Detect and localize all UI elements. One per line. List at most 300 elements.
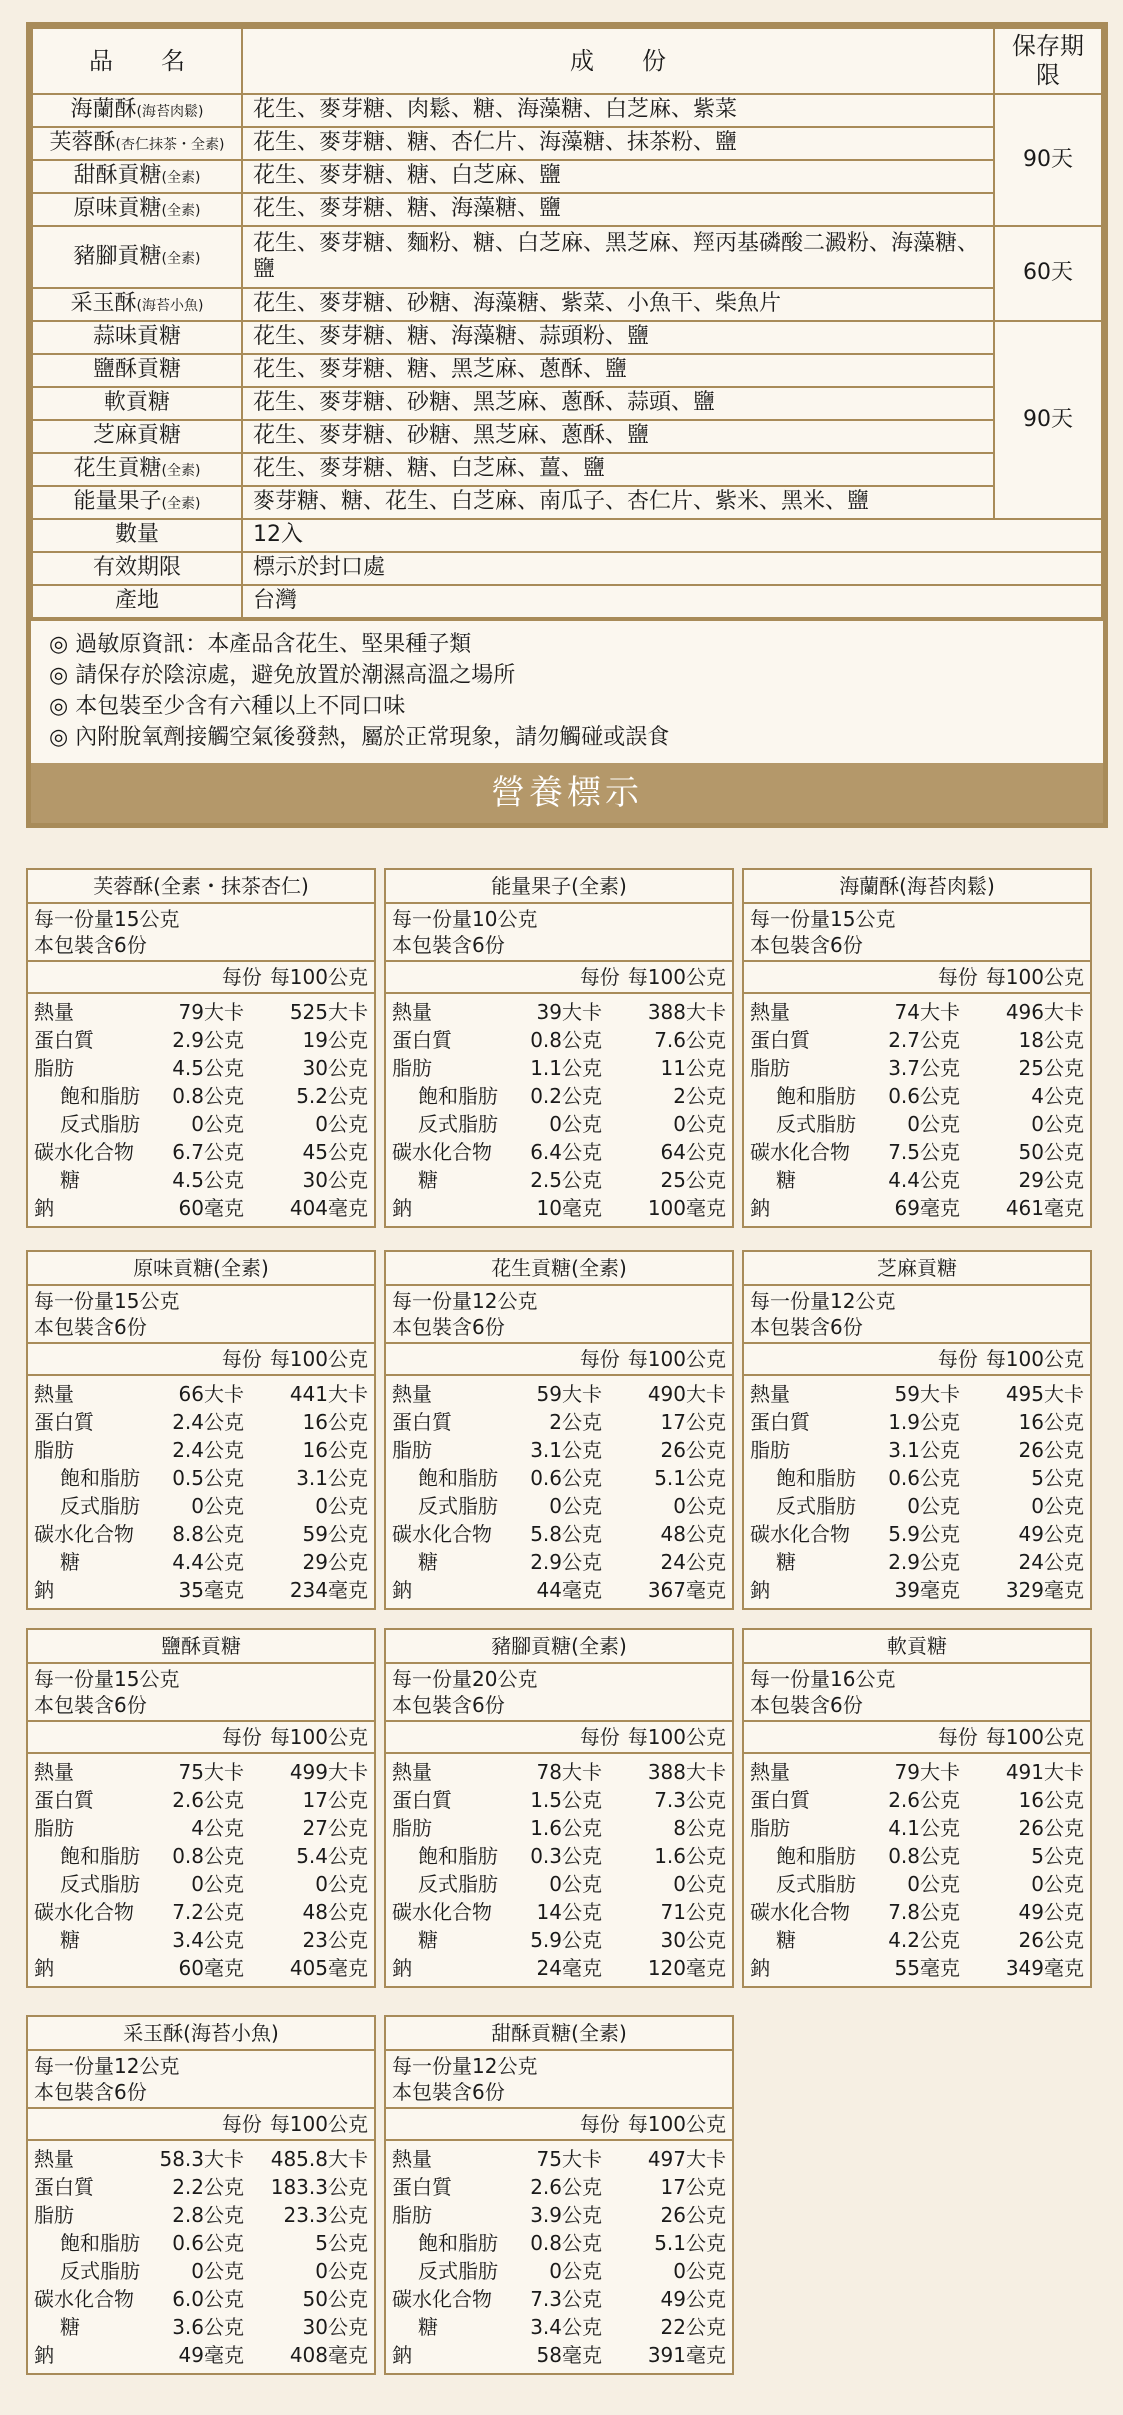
nutrient-per-serving: 58.3大卡 <box>159 2147 244 2171</box>
card-rows <box>386 994 732 1226</box>
card-serving <box>386 1664 732 1722</box>
per-100g-header: 每100公克 <box>985 1347 1084 1371</box>
pack-count: 本包裝含6份 <box>34 933 147 957</box>
product-name-main: 海蘭酥 <box>70 97 137 123</box>
nutrient-label: 反式脂肪 <box>60 2259 140 2283</box>
nutrient-per-serving: 0公克 <box>191 1112 244 1136</box>
nutrient-row-energy <box>34 1380 368 1408</box>
nutrient-per-100g: 234毫克 <box>289 1578 368 1602</box>
nutrient-row-sat <box>34 1082 368 1110</box>
pack-count: 本包裝含6份 <box>750 933 863 957</box>
nutrient-per-100g: 11公克 <box>660 1056 726 1080</box>
nutrient-per-serving: 0公克 <box>907 1494 960 1518</box>
nutrient-per-100g: 7.3公克 <box>654 1788 726 1812</box>
nutrient-per-serving: 5.9公克 <box>530 1928 602 1952</box>
nutrient-per-serving: 0.6公克 <box>172 2231 244 2255</box>
nutrient-per-100g: 8公克 <box>673 1816 726 1840</box>
nutrient-per-serving: 2.4公克 <box>172 1410 244 1434</box>
nutrient-label: 熱量 <box>750 1382 790 1406</box>
card-serving <box>28 904 374 962</box>
nutrient-per-serving: 3.9公克 <box>530 2203 602 2227</box>
card-serving <box>28 1664 374 1722</box>
nutrient-per-100g: 5.4公克 <box>296 1844 368 1868</box>
nutrient-per-100g: 120毫克 <box>647 1956 726 1980</box>
nutrient-row-protein <box>750 1026 1084 1054</box>
ingredient-row <box>32 127 1102 160</box>
nutrient-row-protein <box>750 1408 1084 1436</box>
nutrient-row-carb <box>392 1138 726 1166</box>
nutrient-per-serving: 2.4公克 <box>172 1438 244 1462</box>
nutrient-label: 脂肪 <box>34 2203 74 2227</box>
nutrient-per-100g: 0公克 <box>1031 1872 1084 1896</box>
nutrient-label: 飽和脂肪 <box>418 2231 498 2255</box>
nutrient-label: 熱量 <box>750 1000 790 1024</box>
nutrient-per-100g: 391毫克 <box>647 2343 726 2367</box>
ingredient-row <box>32 387 1102 420</box>
nutrient-label: 熱量 <box>392 1760 432 1784</box>
product-name <box>32 94 242 127</box>
nutrient-label: 反式脂肪 <box>418 1872 498 1896</box>
nutrient-per-serving: 0公克 <box>907 1112 960 1136</box>
nutrient-label: 鈉 <box>392 1578 412 1602</box>
nutrient-per-serving: 5.9公克 <box>888 1522 960 1546</box>
nutrient-per-100g: 0公克 <box>1031 1112 1084 1136</box>
nutrient-label: 鈉 <box>750 1956 770 1980</box>
nutrient-per-serving: 0公克 <box>191 1872 244 1896</box>
nutrient-row-trans <box>392 2257 726 2285</box>
nutrient-per-100g: 405毫克 <box>289 1956 368 1980</box>
nutrient-row-sat <box>34 1464 368 1492</box>
nutrient-per-serving: 0.8公克 <box>172 1084 244 1108</box>
card-column-header <box>386 1344 732 1376</box>
nutrient-label: 飽和脂肪 <box>776 1084 856 1108</box>
nutrient-row-trans <box>34 1110 368 1138</box>
nutrition-card <box>742 1628 1092 1988</box>
nutrient-label: 碳水化合物 <box>392 1900 492 1924</box>
serving-size: 每一份量15公克 <box>34 1289 180 1313</box>
nutrient-per-serving: 0.8公克 <box>172 1844 244 1868</box>
card-column-header <box>386 2109 732 2141</box>
nutrient-per-serving: 79大卡 <box>894 1760 960 1784</box>
card-serving <box>744 1664 1090 1722</box>
nutrient-label: 鈉 <box>392 2343 412 2367</box>
nutrient-per-serving: 49毫克 <box>178 2343 244 2367</box>
nutrient-per-serving: 4公克 <box>191 1816 244 1840</box>
nutrient-label: 碳水化合物 <box>34 2287 134 2311</box>
product-name <box>32 354 242 387</box>
nutrient-label: 熱量 <box>392 1000 432 1024</box>
nutrient-row-sodium <box>392 1194 726 1222</box>
nutrient-label: 碳水化合物 <box>750 1522 850 1546</box>
nutrient-label: 糖 <box>60 1928 80 1952</box>
nutrient-per-100g: 0公克 <box>673 1872 726 1896</box>
nutrient-per-100g: 29公克 <box>1018 1168 1084 1192</box>
nutrient-per-100g: 48公克 <box>660 1522 726 1546</box>
nutrient-row-fat <box>34 1436 368 1464</box>
nutrition-card <box>384 1628 734 1988</box>
nutrient-label: 飽和脂肪 <box>418 1844 498 1868</box>
nutrient-row-trans <box>750 1492 1084 1520</box>
nutrient-per-100g: 25公克 <box>660 1168 726 1192</box>
card-title: 豬腳貢糖(全素) <box>386 1630 732 1664</box>
card-column-header <box>28 962 374 994</box>
card-column-header <box>386 962 732 994</box>
nutrient-label: 蛋白質 <box>392 1410 452 1434</box>
nutrient-row-sodium <box>34 1194 368 1222</box>
nutrient-per-serving: 55毫克 <box>894 1956 960 1980</box>
nutrient-row-carb <box>750 1898 1084 1926</box>
expiry-row <box>32 552 1102 585</box>
product-name-sub: (全素) <box>161 496 201 513</box>
product-name <box>32 420 242 453</box>
product-name-sub: (海苔小魚) <box>136 298 204 315</box>
nutrient-per-serving: 2.8公克 <box>172 2203 244 2227</box>
nutrient-per-serving: 2.9公克 <box>530 1550 602 1574</box>
nutrient-row-sugar <box>392 1926 726 1954</box>
nutrient-per-serving: 2.9公克 <box>888 1550 960 1574</box>
nutrient-per-serving: 6.4公克 <box>530 1140 602 1164</box>
nutrient-per-100g: 2公克 <box>673 1084 726 1108</box>
nutrient-label: 蛋白質 <box>34 2175 94 2199</box>
nutrient-per-serving: 2.9公克 <box>172 1028 244 1052</box>
nutrient-per-100g: 19公克 <box>302 1028 368 1052</box>
product-ingredients: 花生、麥芽糖、砂糖、海藻糖、紫菜、小魚干、柴魚片 <box>242 288 994 321</box>
nutrient-per-100g: 183.3公克 <box>270 2175 368 2199</box>
nutrient-per-100g: 24公克 <box>660 1550 726 1574</box>
nutrient-row-fat <box>34 1814 368 1842</box>
shelf-life: 90天 <box>994 321 1102 519</box>
nutrition-card <box>742 1250 1092 1610</box>
nutrient-per-100g: 329毫克 <box>1005 1578 1084 1602</box>
nutrient-per-serving: 2.5公克 <box>530 1168 602 1192</box>
nutrient-per-100g: 17公克 <box>660 1410 726 1434</box>
nutrient-per-100g: 30公克 <box>302 1056 368 1080</box>
nutrient-per-serving: 5.8公克 <box>530 1522 602 1546</box>
card-serving <box>744 1286 1090 1344</box>
serving-size: 每一份量10公克 <box>392 907 538 931</box>
per-100g-header: 每100公克 <box>627 965 726 989</box>
nutrient-per-serving: 3.6公克 <box>172 2315 244 2339</box>
per-serving-header: 每份 <box>221 2112 262 2136</box>
nutrient-label: 糖 <box>418 1928 438 1952</box>
per-100g-header: 每100公克 <box>269 2112 368 2136</box>
nutrient-label: 蛋白質 <box>750 1788 810 1812</box>
nutrient-label: 脂肪 <box>750 1816 790 1840</box>
nutrient-label: 蛋白質 <box>34 1788 94 1812</box>
per-100g-header: 每100公克 <box>985 965 1084 989</box>
nutrient-row-sugar <box>392 1166 726 1194</box>
nutrient-label: 熱量 <box>750 1760 790 1784</box>
nutrient-per-serving: 6.7公克 <box>172 1140 244 1164</box>
nutrient-label: 脂肪 <box>750 1056 790 1080</box>
per-serving-header: 每份 <box>579 1347 620 1371</box>
nutrient-label: 蛋白質 <box>392 1788 452 1812</box>
serving-size: 每一份量16公克 <box>750 1667 896 1691</box>
nutrient-label: 反式脂肪 <box>418 1112 498 1136</box>
nutrient-row-carb <box>34 1138 368 1166</box>
nutrient-per-100g: 497大卡 <box>647 2147 726 2171</box>
nutrient-per-100g: 0公克 <box>673 1494 726 1518</box>
nutrient-row-sodium <box>34 2341 368 2369</box>
product-name-sub: (海苔肉鬆) <box>136 104 204 121</box>
product-ingredients: 花生、麥芽糖、糖、白芝麻、鹽 <box>242 160 994 193</box>
product-ingredients: 花生、麥芽糖、砂糖、黑芝麻、蔥酥、鹽 <box>242 420 994 453</box>
per-serving-header: 每份 <box>937 1725 978 1749</box>
nutrient-per-serving: 75大卡 <box>178 1760 244 1784</box>
nutrient-per-serving: 1.1公克 <box>530 1056 602 1080</box>
nutrient-per-serving: 60毫克 <box>178 1196 244 1220</box>
product-name <box>32 193 242 226</box>
product-name-sub: (全素) <box>161 463 201 480</box>
nutrient-row-protein <box>392 2173 726 2201</box>
nutrient-label: 鈉 <box>750 1578 770 1602</box>
nutrient-row-protein <box>392 1408 726 1436</box>
card-title: 軟貢糖 <box>744 1630 1090 1664</box>
nutrient-row-protein <box>392 1786 726 1814</box>
nutrient-per-serving: 74大卡 <box>894 1000 960 1024</box>
nutrient-label: 糖 <box>776 1168 796 1192</box>
card-rows <box>386 1376 732 1608</box>
ingredient-row <box>32 288 1102 321</box>
nutrient-row-trans <box>34 2257 368 2285</box>
nutrient-label: 熱量 <box>34 1000 74 1024</box>
nutrient-row-sodium <box>392 1576 726 1604</box>
nutrient-per-serving: 60毫克 <box>178 1956 244 1980</box>
nutrient-label: 反式脂肪 <box>776 1112 856 1136</box>
ingredient-row <box>32 94 1102 127</box>
nutrient-row-sugar <box>392 1548 726 1576</box>
nutrient-label: 蛋白質 <box>392 2175 452 2199</box>
nutrient-per-serving: 0.3公克 <box>530 1844 602 1868</box>
per-100g-header: 每100公克 <box>985 1725 1084 1749</box>
nutrient-label: 蛋白質 <box>392 1028 452 1052</box>
nutrition-card <box>26 1250 376 1610</box>
nutrient-per-serving: 35毫克 <box>178 1578 244 1602</box>
product-info-panel <box>26 22 1108 828</box>
nutrient-label: 蛋白質 <box>750 1410 810 1434</box>
nutrient-per-serving: 3.4公克 <box>530 2315 602 2339</box>
nutrient-label: 糖 <box>418 2315 438 2339</box>
nutrient-label: 熱量 <box>34 1382 74 1406</box>
nutrient-row-carb <box>750 1138 1084 1166</box>
per-100g-header: 每100公克 <box>627 2112 726 2136</box>
card-title: 能量果子(全素) <box>386 870 732 904</box>
nutrient-row-sat <box>392 2229 726 2257</box>
nutrient-row-sugar <box>750 1166 1084 1194</box>
product-name <box>32 387 242 420</box>
per-serving-header: 每份 <box>579 1725 620 1749</box>
nutrient-row-carb <box>392 1898 726 1926</box>
product-name-main: 鹽酥貢糖 <box>92 357 181 383</box>
nutrient-per-100g: 0公克 <box>315 1872 368 1896</box>
ingredient-row <box>32 321 1102 354</box>
nutrient-per-100g: 0公克 <box>315 1494 368 1518</box>
nutrient-label: 脂肪 <box>34 1438 74 1462</box>
nutrition-card <box>26 1628 376 1988</box>
nutrient-label: 糖 <box>776 1550 796 1574</box>
serving-size: 每一份量12公克 <box>34 2054 180 2078</box>
nutrient-label: 碳水化合物 <box>750 1140 850 1164</box>
card-rows <box>28 1754 374 1986</box>
nutrient-row-sodium <box>750 1954 1084 1982</box>
nutrient-row-sugar <box>34 1926 368 1954</box>
nutrient-per-serving: 4.1公克 <box>888 1816 960 1840</box>
note-deoxidizer: ◎ 內附脫氧劑接觸空氣後發熱，屬於正常現象，請勿觸碰或誤食 <box>49 725 670 750</box>
nutrient-label: 碳水化合物 <box>34 1522 134 1546</box>
nutrient-label: 鈉 <box>750 1196 770 1220</box>
nutrient-label: 熱量 <box>392 2147 432 2171</box>
quantity-value: 12入 <box>242 519 1102 552</box>
nutrient-per-serving: 0.2公克 <box>530 1084 602 1108</box>
nutrient-row-sodium <box>34 1576 368 1604</box>
card-serving <box>386 2051 732 2109</box>
card-column-header <box>744 1722 1090 1754</box>
product-name-main: 采玉酥 <box>70 291 137 317</box>
origin-label: 產地 <box>32 585 242 618</box>
nutrient-label: 鈉 <box>34 1956 54 1980</box>
nutrient-label: 脂肪 <box>392 1056 432 1080</box>
nutrient-per-100g: 16公克 <box>302 1438 368 1462</box>
nutrient-label: 脂肪 <box>392 1816 432 1840</box>
pack-count: 本包裝含6份 <box>392 2080 505 2104</box>
nutrient-per-100g: 5公克 <box>315 2231 368 2255</box>
nutrient-per-100g: 26公克 <box>1018 1928 1084 1952</box>
per-serving-header: 每份 <box>937 1347 978 1371</box>
nutrient-per-100g: 17公克 <box>302 1788 368 1812</box>
product-name-sub: (全素) <box>161 203 201 220</box>
nutrient-label: 熱量 <box>34 1760 74 1784</box>
nutrient-label: 反式脂肪 <box>418 1494 498 1518</box>
nutrient-per-serving: 0公克 <box>549 1112 602 1136</box>
nutrient-row-trans <box>34 1492 368 1520</box>
nutrient-row-energy <box>34 2145 368 2173</box>
nutrient-row-fat <box>750 1436 1084 1464</box>
nutrient-label: 鈉 <box>34 1578 54 1602</box>
nutrient-row-sodium <box>392 2341 726 2369</box>
card-title: 鹽酥貢糖 <box>28 1630 374 1664</box>
per-serving-header: 每份 <box>221 965 262 989</box>
nutrient-per-serving: 79大卡 <box>178 1000 244 1024</box>
nutrient-per-100g: 26公克 <box>1018 1816 1084 1840</box>
card-rows <box>28 1376 374 1608</box>
nutrient-per-serving: 10毫克 <box>536 1196 602 1220</box>
nutrient-per-100g: 485.8大卡 <box>270 2147 368 2171</box>
card-rows <box>744 994 1090 1226</box>
nutrient-per-100g: 22公克 <box>660 2315 726 2339</box>
nutrient-per-100g: 23公克 <box>302 1928 368 1952</box>
card-serving <box>386 904 732 962</box>
nutrient-per-100g: 30公克 <box>302 2315 368 2339</box>
notes-section <box>31 619 1103 763</box>
card-title: 芙蓉酥(全素・抹茶杏仁) <box>28 870 374 904</box>
nutrient-per-serving: 24毫克 <box>536 1956 602 1980</box>
nutrient-label: 鈉 <box>34 2343 54 2367</box>
nutrient-row-energy <box>34 998 368 1026</box>
nutrient-per-serving: 4.5公克 <box>172 1056 244 1080</box>
nutrient-per-100g: 4公克 <box>1031 1084 1084 1108</box>
pack-count: 本包裝含6份 <box>392 1693 505 1717</box>
nutrient-per-100g: 367毫克 <box>647 1578 726 1602</box>
nutrient-per-serving: 3.7公克 <box>888 1056 960 1080</box>
nutrient-per-serving: 2.6公克 <box>530 2175 602 2199</box>
nutrient-label: 脂肪 <box>392 2203 432 2227</box>
nutrient-per-100g: 490大卡 <box>647 1382 726 1406</box>
nutrient-row-sugar <box>750 1548 1084 1576</box>
nutrient-label: 糖 <box>776 1928 796 1952</box>
nutrient-label: 碳水化合物 <box>392 2287 492 2311</box>
nutrient-per-100g: 388大卡 <box>647 1760 726 1784</box>
nutrient-per-100g: 71公克 <box>660 1900 726 1924</box>
nutrient-per-100g: 0公克 <box>1031 1494 1084 1518</box>
nutrient-row-energy <box>392 1758 726 1786</box>
nutrient-per-100g: 0公克 <box>673 1112 726 1136</box>
nutrient-per-100g: 50公克 <box>302 2287 368 2311</box>
serving-size: 每一份量12公克 <box>392 1289 538 1313</box>
nutrient-per-100g: 48公克 <box>302 1900 368 1924</box>
nutrient-per-100g: 26公克 <box>660 1438 726 1462</box>
nutrient-row-protein <box>750 1786 1084 1814</box>
nutrient-row-protein <box>34 1026 368 1054</box>
nutrient-per-100g: 0公克 <box>315 2259 368 2283</box>
nutrient-per-serving: 2公克 <box>549 1410 602 1434</box>
nutrient-per-100g: 5.2公克 <box>296 1084 368 1108</box>
header-ingredients: 成 份 <box>242 28 994 94</box>
card-serving <box>386 1286 732 1344</box>
product-name-main: 豬腳貢糖 <box>73 243 162 269</box>
nutrient-row-sodium <box>750 1194 1084 1222</box>
nutrient-per-100g: 495大卡 <box>1005 1382 1084 1406</box>
product-ingredients: 花生、麥芽糖、砂糖、黑芝麻、蔥酥、蒜頭、鹽 <box>242 387 994 420</box>
nutrient-row-protein <box>34 1786 368 1814</box>
product-name <box>32 486 242 519</box>
per-serving-header: 每份 <box>937 965 978 989</box>
nutrient-per-serving: 4.5公克 <box>172 1168 244 1192</box>
per-100g-header: 每100公克 <box>627 1725 726 1749</box>
nutrient-row-sugar <box>750 1926 1084 1954</box>
nutrient-row-energy <box>392 2145 726 2173</box>
nutrient-row-sodium <box>392 1954 726 1982</box>
nutrient-per-serving: 0公克 <box>191 1494 244 1518</box>
nutrient-label: 脂肪 <box>34 1056 74 1080</box>
card-title: 原味貢糖(全素) <box>28 1252 374 1286</box>
nutrient-label: 反式脂肪 <box>60 1494 140 1518</box>
nutrient-per-100g: 491大卡 <box>1005 1760 1084 1784</box>
nutrient-per-serving: 0公克 <box>191 2259 244 2283</box>
ingredients-header-row <box>32 28 1102 94</box>
nutrient-per-serving: 58毫克 <box>536 2343 602 2367</box>
shelf-life: 60天 <box>994 226 1102 321</box>
nutrient-per-serving: 14公克 <box>536 1900 602 1924</box>
ingredient-row <box>32 226 1102 288</box>
nutrient-per-serving: 7.8公克 <box>888 1900 960 1924</box>
nutrition-card-row <box>26 864 1092 1232</box>
nutrient-label: 脂肪 <box>392 1438 432 1462</box>
nutrient-per-serving: 75大卡 <box>536 2147 602 2171</box>
serving-size: 每一份量15公克 <box>34 1667 180 1691</box>
nutrient-row-trans <box>392 1492 726 1520</box>
nutrient-row-sugar <box>34 1166 368 1194</box>
product-ingredients: 麥芽糖、糖、花生、白芝麻、南瓜子、杏仁片、紫米、黑米、鹽 <box>242 486 994 519</box>
nutrient-row-sodium <box>34 1954 368 1982</box>
nutrient-per-100g: 23.3公克 <box>283 2203 368 2227</box>
nutrient-per-serving: 3.1公克 <box>888 1438 960 1462</box>
expiry-label: 有效期限 <box>32 552 242 585</box>
nutrient-label: 碳水化合物 <box>392 1140 492 1164</box>
nutrient-per-serving: 1.6公克 <box>530 1816 602 1840</box>
card-rows <box>744 1754 1090 1986</box>
nutrient-per-100g: 0公克 <box>673 2259 726 2283</box>
product-ingredients: 花生、麥芽糖、糖、海藻糖、鹽 <box>242 193 994 226</box>
